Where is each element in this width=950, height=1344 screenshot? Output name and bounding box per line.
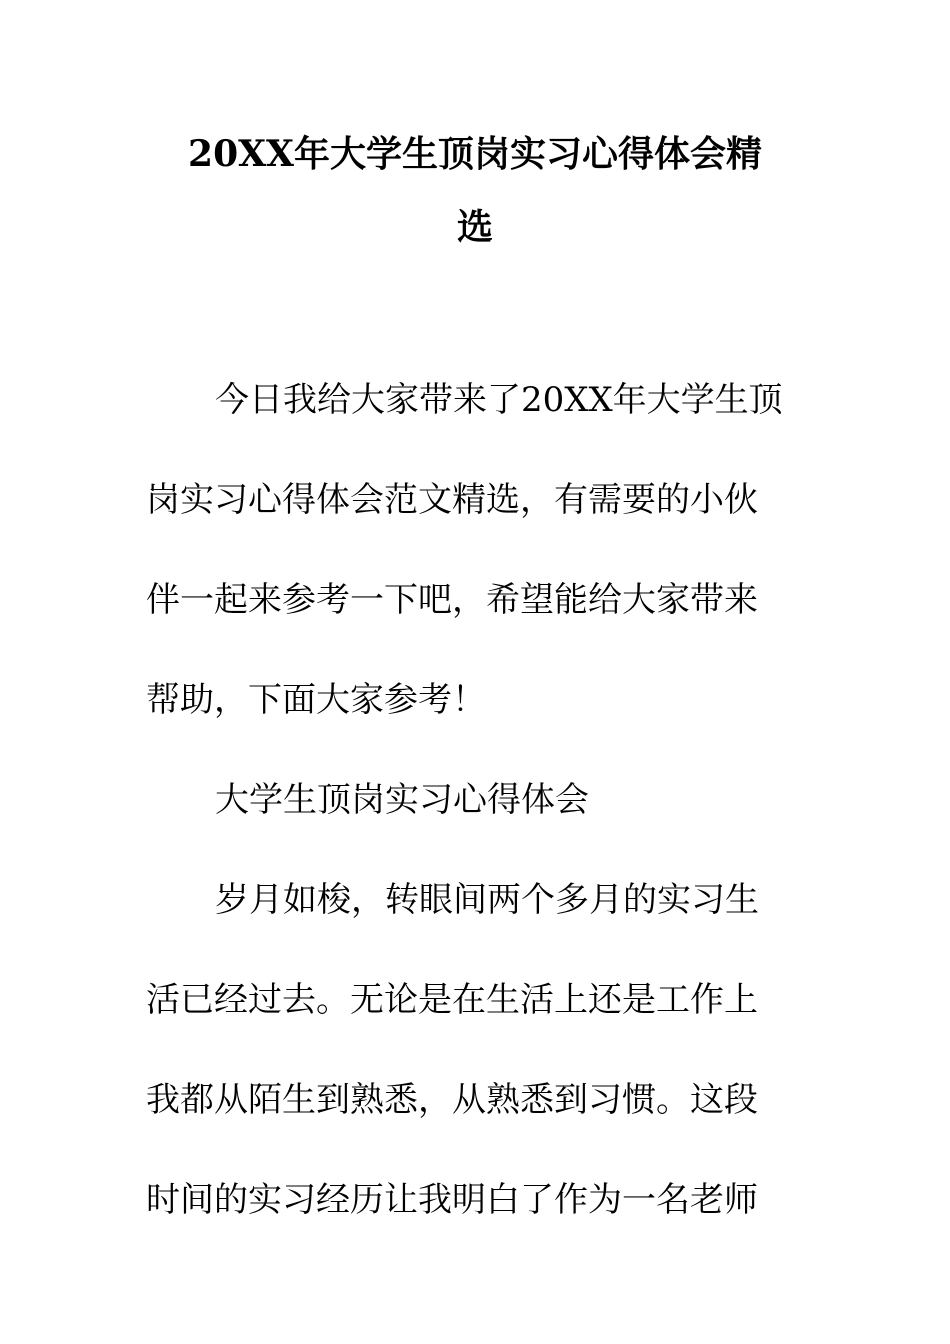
document-title-line-1: 20XX年大学生顶岗实习心得体会精 — [188, 133, 762, 175]
paragraph-line: 我都从陌生到熟悉，从熟悉到习惯。这段 — [146, 1080, 758, 1120]
paragraph-line: 岁月如梭，转眼间两个多月的实习生 — [215, 880, 759, 920]
paragraph-line: 岗实习心得体会范文精选，有需要的小伙 — [146, 480, 758, 520]
paragraph-line: 伴一起来参考一下吧，希望能给大家带来 — [146, 580, 758, 620]
section-heading-line: 大学生顶岗实习心得体会 — [215, 780, 589, 820]
paragraph-line: 今日我给大家带来了20XX年大学生顶 — [215, 380, 783, 420]
paragraph-line: 帮助，下面大家参考！ — [146, 680, 486, 720]
document-title-line-2: 选 — [456, 206, 493, 248]
paragraph-line: 活已经过去。无论是在生活上还是工作上 — [146, 980, 758, 1020]
paragraph-line: 时间的实习经历让我明白了作为一名老师 — [146, 1180, 758, 1220]
